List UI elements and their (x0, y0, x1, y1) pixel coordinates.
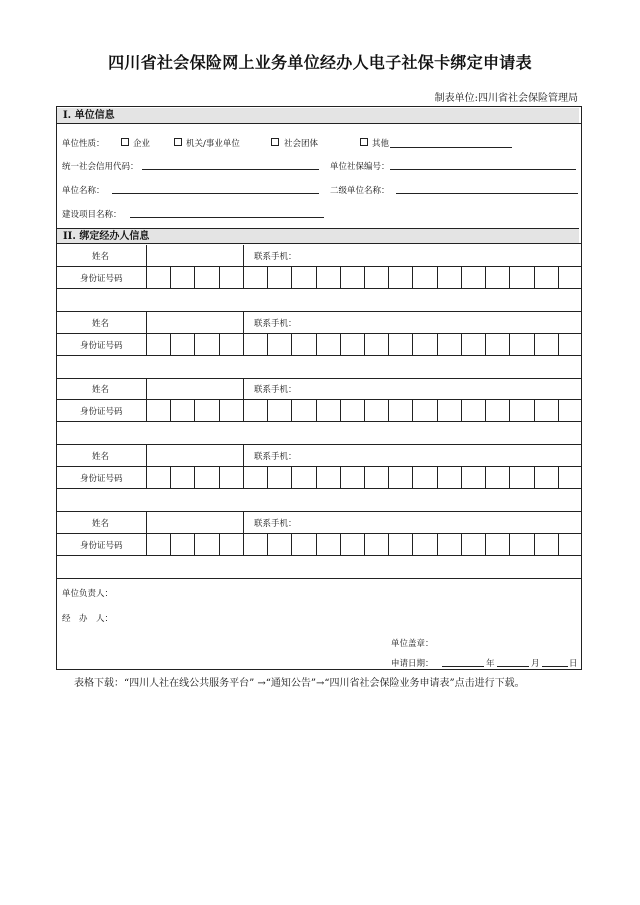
table-col-line (146, 312, 147, 355)
year-unit: 年 (486, 659, 495, 669)
id-digit-cell[interactable] (267, 399, 268, 421)
id-digit-cell[interactable] (388, 333, 389, 355)
table-col-line (243, 378, 244, 399)
id-digit-cell[interactable] (558, 333, 559, 355)
agent-name-label: 姓名 (92, 452, 110, 462)
id-digit-cell[interactable] (461, 399, 462, 421)
table-col-line (146, 378, 147, 421)
id-digit-cell[interactable] (194, 333, 195, 355)
id-digit-cell[interactable] (509, 266, 510, 288)
agent-name-label: 姓名 (92, 252, 110, 262)
id-digit-cell[interactable] (534, 533, 535, 555)
id-digit-cell[interactable] (437, 266, 438, 288)
table-row-line (56, 578, 582, 579)
agent-name-label: 姓名 (92, 385, 110, 395)
id-digit-cell[interactable] (388, 399, 389, 421)
id-digit-cell[interactable] (437, 466, 438, 488)
id-digit-cell[interactable] (316, 533, 317, 555)
id-digit-cell[interactable] (316, 466, 317, 488)
unit-name-label: 单位名称： (62, 186, 105, 196)
agent-id-label: 身份证号码 (80, 407, 123, 417)
table-row-line (56, 444, 582, 445)
id-digit-cell[interactable] (194, 466, 195, 488)
option-government: 机关/事业单位 (186, 139, 240, 149)
id-digit-cell[interactable] (437, 333, 438, 355)
day-field[interactable] (542, 666, 568, 667)
option-other: 其他 (372, 139, 390, 149)
id-digit-cell[interactable] (267, 333, 268, 355)
id-digit-cell[interactable] (412, 533, 413, 555)
id-digit-cell[interactable] (412, 466, 413, 488)
table-row-line (56, 378, 582, 379)
id-digit-cell[interactable] (170, 466, 171, 488)
year-field[interactable] (442, 666, 484, 667)
agent-id-label: 身份证号码 (80, 474, 123, 484)
section-divider (56, 243, 582, 244)
id-digit-cell[interactable] (485, 333, 486, 355)
id-digit-cell[interactable] (534, 333, 535, 355)
id-digit-cell[interactable] (509, 399, 510, 421)
id-digit-cell[interactable] (558, 466, 559, 488)
id-digit-cell[interactable] (243, 399, 244, 421)
agent-phone-label: 联系手机： (254, 385, 297, 395)
option-enterprise: 企业 (133, 139, 151, 149)
credit-code-label: 统一社会信用代码： (62, 162, 139, 172)
table-row-line (56, 399, 582, 400)
table-row-line (56, 355, 582, 356)
id-digit-cell[interactable] (291, 466, 292, 488)
form-title: 四川省社会保险网上业务单位经办人电子社保卡绑定申请表 (108, 53, 532, 72)
agent-phone-label: 联系手机： (254, 452, 297, 462)
section-agent-info-heading: II. 绑定经办人信息 (57, 228, 579, 243)
sub-unit-name-label: 二级单位名称： (330, 186, 390, 196)
id-digit-cell[interactable] (509, 466, 510, 488)
id-digit-cell[interactable] (267, 266, 268, 288)
id-digit-cell[interactable] (364, 533, 365, 555)
agent-name-label: 姓名 (92, 319, 110, 329)
id-digit-cell[interactable] (291, 399, 292, 421)
table-col-line (146, 245, 147, 288)
table-col-line (146, 445, 147, 488)
id-digit-cell[interactable] (316, 333, 317, 355)
id-digit-cell[interactable] (461, 466, 462, 488)
id-digit-cell[interactable] (412, 399, 413, 421)
id-digit-cell[interactable] (316, 266, 317, 288)
table-row-line (56, 421, 582, 422)
table-row-line (56, 555, 582, 556)
id-digit-cell[interactable] (364, 333, 365, 355)
id-digit-cell[interactable] (340, 466, 341, 488)
id-digit-cell[interactable] (364, 466, 365, 488)
unit-name-field[interactable] (112, 193, 319, 194)
agent-phone-label: 联系手机： (254, 519, 297, 529)
unit-head-label: 单位负责人： (62, 589, 114, 599)
id-digit-cell[interactable] (461, 266, 462, 288)
agent-id-label: 身份证号码 (80, 341, 123, 351)
id-digit-cell[interactable] (340, 399, 341, 421)
id-digit-cell[interactable] (243, 333, 244, 355)
unit-type-label: 单位性质： (62, 139, 105, 149)
id-digit-cell[interactable] (219, 333, 220, 355)
id-digit-cell[interactable] (340, 533, 341, 555)
table-col-line (243, 512, 244, 533)
id-digit-cell[interactable] (558, 399, 559, 421)
id-digit-cell[interactable] (437, 399, 438, 421)
checkbox-government[interactable] (174, 138, 182, 146)
project-name-field[interactable] (130, 217, 324, 218)
application-date-label: 申请日期： (391, 659, 434, 669)
checkbox-other[interactable] (360, 138, 368, 146)
table-row-line (56, 466, 582, 467)
month-field[interactable] (497, 666, 529, 667)
id-digit-cell[interactable] (364, 266, 365, 288)
id-digit-cell[interactable] (170, 399, 171, 421)
id-digit-cell[interactable] (267, 533, 268, 555)
id-digit-cell[interactable] (243, 466, 244, 488)
download-note: 表格下载：“四川人社在线公共服务平台” →“通知公告”→“四川省社会保险业务申请表”点击进行下载。 (74, 678, 525, 689)
agent-signature-label: 经 办 人： (62, 614, 114, 624)
id-digit-cell[interactable] (219, 533, 220, 555)
table-row-line (56, 333, 582, 334)
other-field[interactable] (390, 147, 512, 148)
social-security-no-field[interactable] (390, 169, 576, 170)
section-unit-info-heading: I. 单位信息 (57, 108, 579, 123)
id-digit-cell[interactable] (461, 533, 462, 555)
id-digit-cell[interactable] (291, 333, 292, 355)
id-digit-cell[interactable] (194, 266, 195, 288)
project-name-label: 建设项目名称： (62, 210, 122, 220)
issuing-unit: 制表单位:四川省社会保险管理局 (434, 93, 578, 104)
table-col-line (243, 445, 244, 466)
day-unit: 日 (569, 659, 578, 669)
table-col-line (146, 512, 147, 555)
id-digit-cell[interactable] (340, 333, 341, 355)
id-digit-cell[interactable] (509, 333, 510, 355)
table-row-line (56, 266, 582, 267)
table-row-line (56, 488, 582, 489)
id-digit-cell[interactable] (243, 266, 244, 288)
id-digit-cell[interactable] (388, 466, 389, 488)
table-row-line (56, 311, 582, 312)
table-row-line (56, 288, 582, 289)
id-digit-cell[interactable] (364, 399, 365, 421)
id-digit-cell[interactable] (558, 266, 559, 288)
id-digit-cell[interactable] (291, 266, 292, 288)
id-digit-cell[interactable] (412, 266, 413, 288)
credit-code-field[interactable] (142, 169, 319, 170)
social-security-no-label: 单位社保编号： (330, 162, 390, 172)
id-digit-cell[interactable] (509, 533, 510, 555)
id-digit-cell[interactable] (194, 533, 195, 555)
month-unit: 月 (531, 659, 540, 669)
id-digit-cell[interactable] (412, 333, 413, 355)
id-digit-cell[interactable] (243, 533, 244, 555)
form-frame (56, 106, 582, 670)
table-col-line (243, 245, 244, 266)
id-digit-cell[interactable] (170, 333, 171, 355)
id-digit-cell[interactable] (219, 399, 220, 421)
id-digit-cell[interactable] (340, 266, 341, 288)
id-digit-cell[interactable] (291, 533, 292, 555)
agent-phone-label: 联系手机： (254, 252, 297, 262)
table-col-line (243, 312, 244, 333)
id-digit-cell[interactable] (437, 533, 438, 555)
id-digit-cell[interactable] (485, 399, 486, 421)
id-digit-cell[interactable] (194, 399, 195, 421)
option-social-group: 社会团体 (284, 139, 319, 149)
id-digit-cell[interactable] (461, 333, 462, 355)
id-digit-cell[interactable] (267, 466, 268, 488)
id-digit-cell[interactable] (558, 533, 559, 555)
id-digit-cell[interactable] (316, 399, 317, 421)
table-row-line (56, 511, 582, 512)
id-digit-cell[interactable] (485, 533, 486, 555)
section-divider (56, 123, 582, 124)
agent-phone-label: 联系手机： (254, 319, 297, 329)
id-digit-cell[interactable] (219, 266, 220, 288)
checkbox-social-group[interactable] (271, 138, 279, 146)
unit-seal-label: 单位盖章： (391, 639, 434, 649)
id-digit-cell[interactable] (534, 399, 535, 421)
checkbox-enterprise[interactable] (121, 138, 129, 146)
id-digit-cell[interactable] (388, 266, 389, 288)
agent-name-label: 姓名 (92, 519, 110, 529)
id-digit-cell[interactable] (485, 466, 486, 488)
agent-id-label: 身份证号码 (80, 274, 123, 284)
agent-id-label: 身份证号码 (80, 541, 123, 551)
id-digit-cell[interactable] (485, 266, 486, 288)
id-digit-cell[interactable] (534, 266, 535, 288)
table-row-line (56, 533, 582, 534)
id-digit-cell[interactable] (170, 266, 171, 288)
sub-unit-name-field[interactable] (396, 193, 578, 194)
id-digit-cell[interactable] (219, 466, 220, 488)
id-digit-cell[interactable] (388, 533, 389, 555)
id-digit-cell[interactable] (170, 533, 171, 555)
id-digit-cell[interactable] (534, 466, 535, 488)
